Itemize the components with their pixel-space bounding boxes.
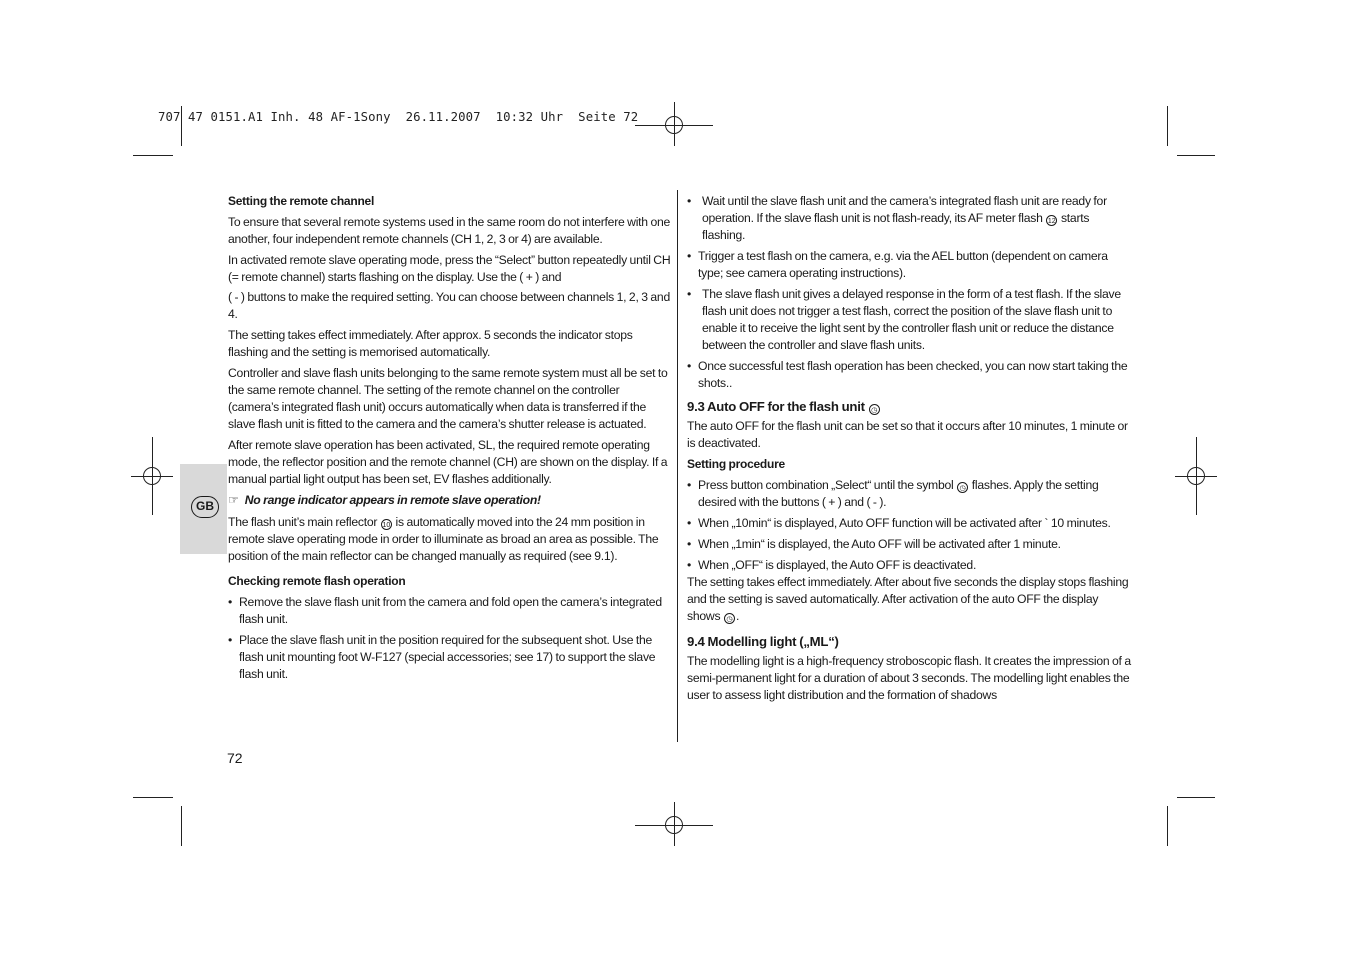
crop-mark bbox=[133, 797, 173, 798]
list-item-text: When „1min“ is displayed, the Auto OFF will be activated after 1 minute. bbox=[698, 537, 1061, 551]
list-item-text: starts flashing. bbox=[702, 211, 1090, 242]
paragraph bbox=[228, 514, 672, 565]
note-text: No range indicator appears in remote slave operation! bbox=[244, 493, 541, 507]
crop-mark bbox=[181, 806, 182, 846]
bullet-icon: • bbox=[687, 194, 692, 208]
page-number: 72 bbox=[227, 750, 243, 766]
bullet-icon: • bbox=[687, 478, 692, 492]
left-column bbox=[228, 193, 672, 687]
paragraph: The setting takes effect immediately. After approx. 5 seconds the indicator stops flashing and the setting is memorised automatically. bbox=[228, 328, 633, 359]
list-item-text: Once successful test flash operation has been checked, you can now start taking the shots.. bbox=[698, 359, 1128, 390]
heading-auto-off bbox=[687, 398, 1133, 415]
heading-text: 9.3 Auto OFF for the flash unit bbox=[687, 399, 865, 414]
list-item-text: Wait until the slave flash unit and the camera’s integrated flash unit are ready for operation. If the slave flash unit is not flash-ready, its AF meter flash bbox=[702, 194, 1107, 225]
paragraph: After remote slave operation has been activated, SL, the required remote operating mode, the reflector position and the remote channel (CH) are shown on the display. If a manual partial light output has been set, EV flashes additionally. bbox=[228, 438, 668, 486]
list-item bbox=[687, 515, 1133, 532]
list-item bbox=[687, 193, 1133, 244]
bullet-icon: • bbox=[687, 287, 692, 301]
crop-mark bbox=[1177, 797, 1215, 798]
list-item bbox=[687, 286, 1133, 354]
bullet-icon: • bbox=[687, 537, 692, 551]
reference-10-icon: 10 bbox=[381, 519, 392, 530]
note bbox=[228, 492, 672, 509]
list-item-text: The slave flash unit gives a delayed response in the form of a test flash. If the slave flash unit does not trigger a test flash, correct the position of the slave flash unit to enable it to receive the light sent by the controller flash unit or reduce the distance between the controller and slave flash units. bbox=[702, 287, 1121, 352]
pointing-hand-icon: ☞ bbox=[228, 493, 239, 507]
heading-remote-channel: Setting the remote channel bbox=[228, 194, 375, 208]
paragraph: To ensure that several remote systems used in the same room do not interfere with one another, four independent remote channels (CH 1, 2, 3 or 4) are available. bbox=[228, 215, 671, 246]
bullet-icon: • bbox=[687, 249, 692, 263]
paragraph bbox=[687, 574, 1133, 625]
bullet-icon: • bbox=[687, 516, 692, 530]
list-item bbox=[228, 594, 672, 628]
list-item-text: Place the slave flash unit in the position required for the subsequent shot. Use the flash unit mounting foot W-F127 (special accessories; see 17) to support the slave flash unit. bbox=[239, 633, 656, 681]
paragraph-text: The setting takes effect immediately. After about five seconds the display stops flashing and the setting is saved automatically. After activation of the auto OFF the display shows bbox=[687, 575, 1129, 623]
crop-mark bbox=[1167, 106, 1168, 146]
bullet-icon: • bbox=[687, 558, 692, 572]
list-item-text: Press button combination „Select“ until the symbol bbox=[698, 478, 954, 492]
paragraph: The auto OFF for the flash unit can be set so that it occurs after 10 minutes, 1 minute or is deactivated. bbox=[687, 419, 1128, 450]
bullet-icon: • bbox=[687, 359, 692, 373]
paragraph: In activated remote slave operating mode, press the “Select” button repeatedly until CH (= remote channel) starts flashing on the display. Use the ( + ) and bbox=[228, 253, 671, 284]
paragraph: ( - ) buttons to make the required setting. You can choose between channels 1, 2, 3 and 4. bbox=[228, 290, 670, 321]
print-slug: 707 47 0151.A1 Inh. 48 AF-1Sony 26.11.2007 10:32 Uhr Seite 72 bbox=[158, 110, 639, 124]
list-item-text: flashes. Apply the setting desired with the buttons ( + ) and ( - ). bbox=[698, 478, 1099, 509]
list-item bbox=[687, 536, 1133, 553]
heading-modelling: 9.4 Modelling light („ML“) bbox=[687, 634, 839, 649]
clock-icon: ◷ bbox=[869, 404, 880, 415]
list-item bbox=[687, 557, 1133, 574]
paragraph-text: . bbox=[735, 609, 740, 623]
crop-mark bbox=[1167, 806, 1168, 846]
bullet-icon: • bbox=[228, 633, 233, 647]
paragraph-text: The flash unit’s main reflector bbox=[228, 515, 378, 529]
list-item bbox=[687, 358, 1133, 392]
paragraph: Controller and slave flash units belonging to the same remote system must all be set to the same remote channel. The setting of the remote channel on the controller (camera’s integrated flash unit) occurs automatically when data is transferred if the slave flash unit is fitted to the camera and the camera’s shutter release is actuated. bbox=[228, 366, 668, 431]
heading-checking: Checking remote flash operation bbox=[228, 574, 406, 588]
list-item-text: Remove the slave flash unit from the camera and fold open the camera’s integrated flash unit. bbox=[239, 595, 662, 626]
language-badge: GB bbox=[191, 496, 219, 518]
list-item-text: Trigger a test flash on the camera, e.g. via the AEL button (dependent on camera type; see camera operating instructions). bbox=[698, 249, 1108, 280]
list-item bbox=[687, 477, 1133, 511]
crop-mark bbox=[1177, 155, 1215, 156]
bullet-icon: • bbox=[228, 595, 233, 609]
list-item bbox=[228, 632, 672, 683]
clock-icon: ◷ bbox=[957, 482, 968, 493]
reference-12-icon: 12 bbox=[1046, 215, 1057, 226]
column-divider bbox=[677, 190, 678, 742]
clock-icon: ◷ bbox=[724, 613, 735, 624]
crop-mark bbox=[133, 155, 173, 156]
list-item-text: When „OFF“ is displayed, the Auto OFF is deactivated. bbox=[698, 558, 977, 572]
paragraph-text: is automatically moved into the 24 mm position in remote slave operating mode in order to illuminate as broad an area as possible. The position of the main reflector can be changed manually as required (see 9.1). bbox=[228, 515, 659, 563]
right-column bbox=[687, 193, 1133, 708]
list-item-text: When „10min“ is displayed, Auto OFF function will be activated after ` 10 minutes. bbox=[698, 516, 1111, 530]
heading-procedure: Setting procedure bbox=[687, 457, 785, 471]
paragraph: The modelling light is a high-frequency stroboscopic flash. It creates the impression of a semi-permanent light for a duration of about 3 seconds. The modelling light enables the user to assess light distribution and the formation of shadows bbox=[687, 654, 1131, 702]
list-item bbox=[687, 248, 1133, 282]
